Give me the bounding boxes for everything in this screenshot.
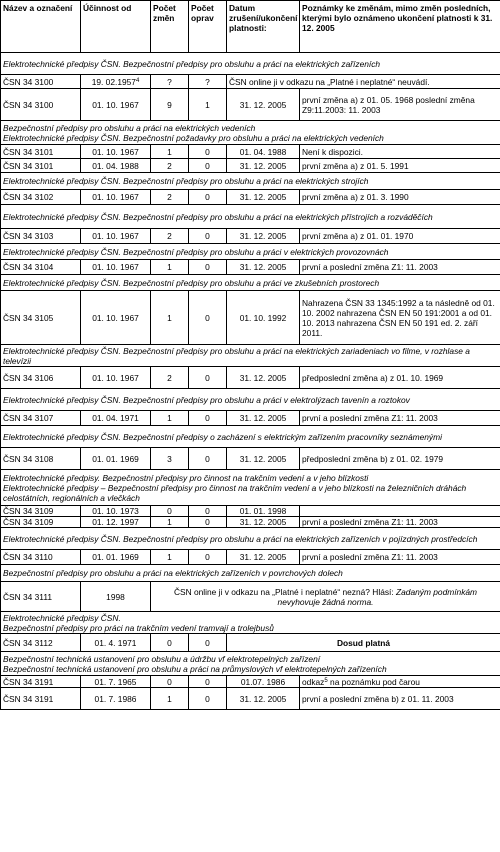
section-title-line: Elektrotechnické předpisy ČSN. [3,612,121,623]
section-title-row [1,470,500,506]
cancel-date: 31. 12. 2005 [227,550,300,565]
cancel-date: 01. 04. 1988 [227,145,300,159]
note-text: první a poslední změna Z1: 11. 2003 [302,413,438,423]
fixes-count: 0 [189,676,227,688]
changes-count: 0 [151,506,189,517]
note [300,411,500,426]
cancel-date: 31. 12. 2005 [227,367,300,389]
section-title-line: Elektrotechnické předpisy ČSN. Bezpečnostní předpisy pro obsluhu a práci na elektrických zariadeniach vo filme, v rozhlase a televízii [3,345,470,366]
changes-count: 1 [151,145,189,159]
section-title [1,389,500,411]
section-title-row [1,205,500,229]
norm-designation: ČSN 34 3107 [1,411,81,426]
effective-from-value: 01. 10. 1967 [92,146,139,157]
note-text: předposlední změna b) z 01. 02. 1979 [302,453,444,464]
note-text: předposlední změna a) z 01. 10. 1969 [302,372,444,383]
table-row [1,676,500,688]
fixes-count: 0 [189,448,227,470]
effective-from [81,291,151,345]
cancel-date: 01. 10. 1992 [227,291,300,345]
cancel-date: 31. 12. 2005 [227,688,300,710]
effective-from-value: 01. 01. 1969 [92,552,139,562]
note-text: první a poslední změna Z1: 11. 2003 [302,517,438,527]
table-row [1,145,500,159]
section-title-row [1,173,500,190]
changes-count: ? [151,75,189,89]
note [300,291,500,345]
note [300,517,500,528]
section-title-row [1,121,500,145]
effective-from [81,550,151,565]
norm-designation: ČSN 34 3110 [1,550,81,565]
changes-count: 0 [151,676,189,688]
section-title-line: Elektrotechnické předpisy ČSN. Bezpečnostní předpisy pro obsluhu a práci na elektrických zařízeních [3,58,381,69]
section-title-line: Elektrotechnické předpisy. Bezpečnostní předpisy pro činnost na trakčním vedení a v jeho blízkosti [3,472,369,483]
note-text: první a poslední změna Z1: 11. 2003 [302,262,438,272]
section-title-row [1,652,500,676]
effective-from [81,688,151,710]
note [300,229,500,244]
changes-count: 0 [151,634,189,652]
section-title [1,53,500,75]
norm-designation: ČSN 34 3191 [1,676,81,688]
header-notes: Poznámky ke změnám, mimo změn posledních, kterými bylo oznámeno ukončení platnosti k 31. 12. 2005 [300,1,500,53]
fixes-count: 1 [189,89,227,121]
fixes-count: 0 [189,688,227,710]
note [300,89,500,121]
fixes-count: ? [189,75,227,89]
effective-from-value: 19. 02.1957 [91,76,136,87]
section-title [1,612,500,634]
note [300,145,500,159]
norm-designation: ČSN 34 3102 [1,190,81,205]
section-title [1,244,500,260]
header-changes-count: Počet změn [151,1,189,53]
norm-designation: ČSN 34 3101 [1,159,81,173]
table-row [1,190,500,205]
note [300,367,500,389]
effective-from [81,159,151,173]
section-title-row [1,426,500,448]
note-text: první a poslední změna b) z 01. 11. 2003 [302,693,454,704]
cancel-date: 31. 12. 2005 [227,260,300,275]
cancel-date: 31. 12. 2005 [227,89,300,121]
effective-from-value: 01. 10. 1967 [92,312,139,323]
section-title-line: Elektrotechnické předpisy ČSN. Bezpečnostní požadavky pro obsluhu a práci na elektrických vedeních [3,132,384,143]
effective-from [81,145,151,159]
changes-count: 9 [151,89,189,121]
table-row [1,688,500,710]
effective-from-value: 01. 10. 1967 [92,231,139,241]
note-text: odkaz [302,676,325,687]
cancel-date: 31. 12. 2005 [227,411,300,426]
norm-designation: ČSN 34 3100 [1,89,81,121]
section-title-line: Elektrotechnické předpisy ČSN. Bezpečnostní předpisy pro obsluhu a práci na elektrických strojích [3,176,369,186]
note-text: ČSN online ji v odkazu na „Platné i neplatné“ nezná? Hlásí: [173,586,397,597]
section-title-line: Elektrotechnické předpisy ČSN. Bezpečnostní předpisy o zacházení s elektrickým zařízením pracovníky seznámenými [3,431,442,442]
effective-from [81,229,151,244]
fixes-count: 0 [189,411,227,426]
table-row [1,229,500,244]
section-title-line: Bezpečnostní předpisy pro obsluhu a práci na elektrických vedeních [3,122,256,133]
cancel-date: 31. 12. 2005 [227,517,300,528]
effective-from [81,517,151,528]
header-name: Název a označení [1,1,81,53]
cancel-date: 31. 12. 2005 [227,190,300,205]
section-title-row [1,244,500,260]
cancel-date: 01.07. 1986 [227,676,300,688]
norm-designation: ČSN 34 3109 [1,506,81,517]
note [300,688,500,710]
fixes-count: 0 [189,367,227,389]
norm-designation: ČSN 34 3109 [1,517,81,528]
section-title [1,345,500,367]
note [300,190,500,205]
note [300,159,500,173]
norm-designation: ČSN 34 3103 [1,229,81,244]
table-row [1,159,500,173]
section-title [1,652,500,676]
changes-count: 1 [151,260,189,275]
note-text-italic: Zadaným podmínkám nevyhovuje žádná norma. [277,586,478,607]
note [300,506,500,517]
section-title-line: Elektrotechnické předpisy ČSN. Bezpečnostní předpisy pro obsluhu a práci ve zkušebních prostorech [3,277,380,288]
note-text-tail: na poznámku pod čarou [327,676,420,687]
fixes-count: 0 [189,506,227,517]
table-row [1,550,500,565]
note [300,260,500,275]
effective-from-value: 01. 04. 1971 [92,413,139,423]
effective-from-value: 01. 10. 1973 [92,506,139,516]
changes-count: 2 [151,190,189,205]
section-title-line: Bezpečnostní předpisy pro obsluhu a práci na elektrických zařízeních v povrchových dolech [3,568,343,578]
header-effective-from: Účinnost od [81,1,151,53]
section-title-row [1,565,500,582]
effective-from-value: 01. 01. 1969 [92,453,139,464]
section-title [1,528,500,550]
section-title [1,173,500,190]
norm-designation: ČSN 34 3104 [1,260,81,275]
section-title-line: Bezpečnostní technická ustanovení pro obsluhu a údržbu vf elektrotepelných zařízení [3,653,321,664]
effective-from-value: 01. 10. 1967 [92,99,139,110]
section-title-line: Bezpečnostní technická ustanovení pro obsluhu a práci na průmyslových vf elektrotepelných zařízeních [3,663,387,674]
fixes-count: 0 [189,517,227,528]
changes-count: 2 [151,159,189,173]
norm-designation: ČSN 34 3108 [1,448,81,470]
table-row [1,634,500,652]
effective-from-value: 01. 4. 1971 [94,637,137,648]
changes-count: 3 [151,448,189,470]
norm-designation: ČSN 34 3105 [1,291,81,345]
effective-from-value: 01. 04. 1988 [92,160,139,171]
changes-count: 1 [151,688,189,710]
note-text: první změna a) z 01. 01. 1970 [302,231,414,241]
table-row [1,291,500,345]
norm-designation: ČSN 34 3100 [1,75,81,89]
section-title [1,121,500,145]
norm-designation: ČSN 34 3101 [1,145,81,159]
cancel-date: 01. 01. 1998 [227,506,300,517]
changes-count: 2 [151,367,189,389]
note [300,448,500,470]
section-title-row [1,389,500,411]
fixes-count: 0 [189,145,227,159]
section-title [1,565,500,582]
effective-from [81,582,151,612]
section-title-row [1,612,500,634]
table-row [1,582,500,612]
effective-from-value: 01. 7. 1986 [94,693,137,704]
fixes-count: 0 [189,159,227,173]
effective-from [81,89,151,121]
table-row [1,506,500,517]
effective-from [81,75,151,89]
norm-designation: ČSN 34 3106 [1,367,81,389]
section-title-line: Elektrotechnické předpisy ČSN. Bezpečnostní předpisy pro obsluhu a práci na elektrických přístrojích a rozváděčích [3,211,433,222]
table-row [1,89,500,121]
changes-count: 2 [151,229,189,244]
footnote-ref: 4 [135,77,140,84]
note-text: první změna a) z 01. 3. 1990 [302,192,409,202]
header-cancel-date: Datum zrušení/ukončení platnosti: [227,1,300,53]
changes-count: 1 [151,550,189,565]
table-header-row [1,1,500,53]
section-title-row [1,275,500,291]
effective-from-value: 1998 [106,591,125,602]
effective-from [81,506,151,517]
fixes-count: 0 [189,634,227,652]
section-title-row [1,528,500,550]
section-title [1,205,500,229]
section-title-line: Elektrotechnické předpisy ČSN. Bezpečnostní předpisy pro obsluhu a práci v elektrolýzach tavenín a roztokov [3,394,410,405]
effective-from [81,367,151,389]
effective-from [81,676,151,688]
footnote-ref: 5 [324,677,328,684]
effective-from [81,260,151,275]
section-title [1,426,500,448]
norm-designation: ČSN 34 3112 [1,634,81,652]
fixes-count: 0 [189,550,227,565]
status-still-valid: Dosud platná [227,634,500,652]
norm-designation: ČSN 34 3191 [1,688,81,710]
effective-from-value: 01. 10. 1967 [92,192,139,202]
cancel-date: 31. 12. 2005 [227,229,300,244]
table-row [1,517,500,528]
section-title-line: Elektrotechnické předpisy ČSN. Bezpečnostní předpisy pro obsluhu a práci na elektrických zařízeních v pojízdných prostředcích [3,533,478,544]
effective-from [81,190,151,205]
effective-from-value: 01. 10. 1967 [92,262,139,272]
section-title-line: Elektrotechnické předpisy – Bezpečnostní předpisy pro činnost na trakčním vedení a v jeho blízkosti na železničních dráhách celostátních, regionálních a vlečkách [3,482,467,503]
section-title-row [1,53,500,75]
section-title-line: Bezpečnostní předpisy pro práci na trakčním vedení tramvají a trolejbusů [3,622,274,633]
note-span: ČSN online ji v odkazu na „Platné i neplatné“ neuvádí. [227,75,500,89]
table-row [1,367,500,389]
note-text: Nahrazena ČSN 33 1345:1992 a ta následně od 01. 10. 2002 nahrazena ČSN EN 50 191:2001 a od 01. 10. 2013 nahrazena ČSN EN 50 191 ed. 2. září 2011. [302,297,495,338]
note-text: první změna a) z 01. 05. 1968 poslední změna Z9:11.2003: 11. 2003 [302,94,475,115]
fixes-count: 0 [189,190,227,205]
table-row [1,448,500,470]
note [300,676,500,688]
fixes-count: 0 [189,291,227,345]
effective-from [81,448,151,470]
effective-from [81,411,151,426]
fixes-count: 0 [189,229,227,244]
norm-designation: ČSN 34 3111 [1,582,81,612]
fixes-count: 0 [189,260,227,275]
effective-from-value: 01. 10. 1967 [92,372,139,383]
effective-from-value: 01. 12. 1997 [92,517,139,527]
table-body [1,53,500,710]
effective-from-value: 01. 7. 1965 [94,676,137,687]
note-text: Není k dispozici. [302,146,363,157]
table-row [1,260,500,275]
table-row [1,411,500,426]
changes-count: 1 [151,291,189,345]
cancel-date: 31. 12. 2005 [227,159,300,173]
section-title-line: Elektrotechnické předpisy ČSN. Bezpečnostní předpisy pro obsluhu a práci v elektrických provozovnách [3,246,389,257]
header-fixes-count: Počet oprav [189,1,227,53]
cancel-date: 31. 12. 2005 [227,448,300,470]
changes-count: 1 [151,411,189,426]
effective-from [81,634,151,652]
section-title [1,470,500,506]
section-title [1,275,500,291]
changes-count: 1 [151,517,189,528]
note [300,550,500,565]
note-text: první změna a) z 01. 5. 1991 [302,160,409,171]
note-span [151,582,500,612]
note-text: první a poslední změna Z1: 11. 2003 [302,552,438,562]
section-title-row [1,345,500,367]
table-row [1,75,500,89]
